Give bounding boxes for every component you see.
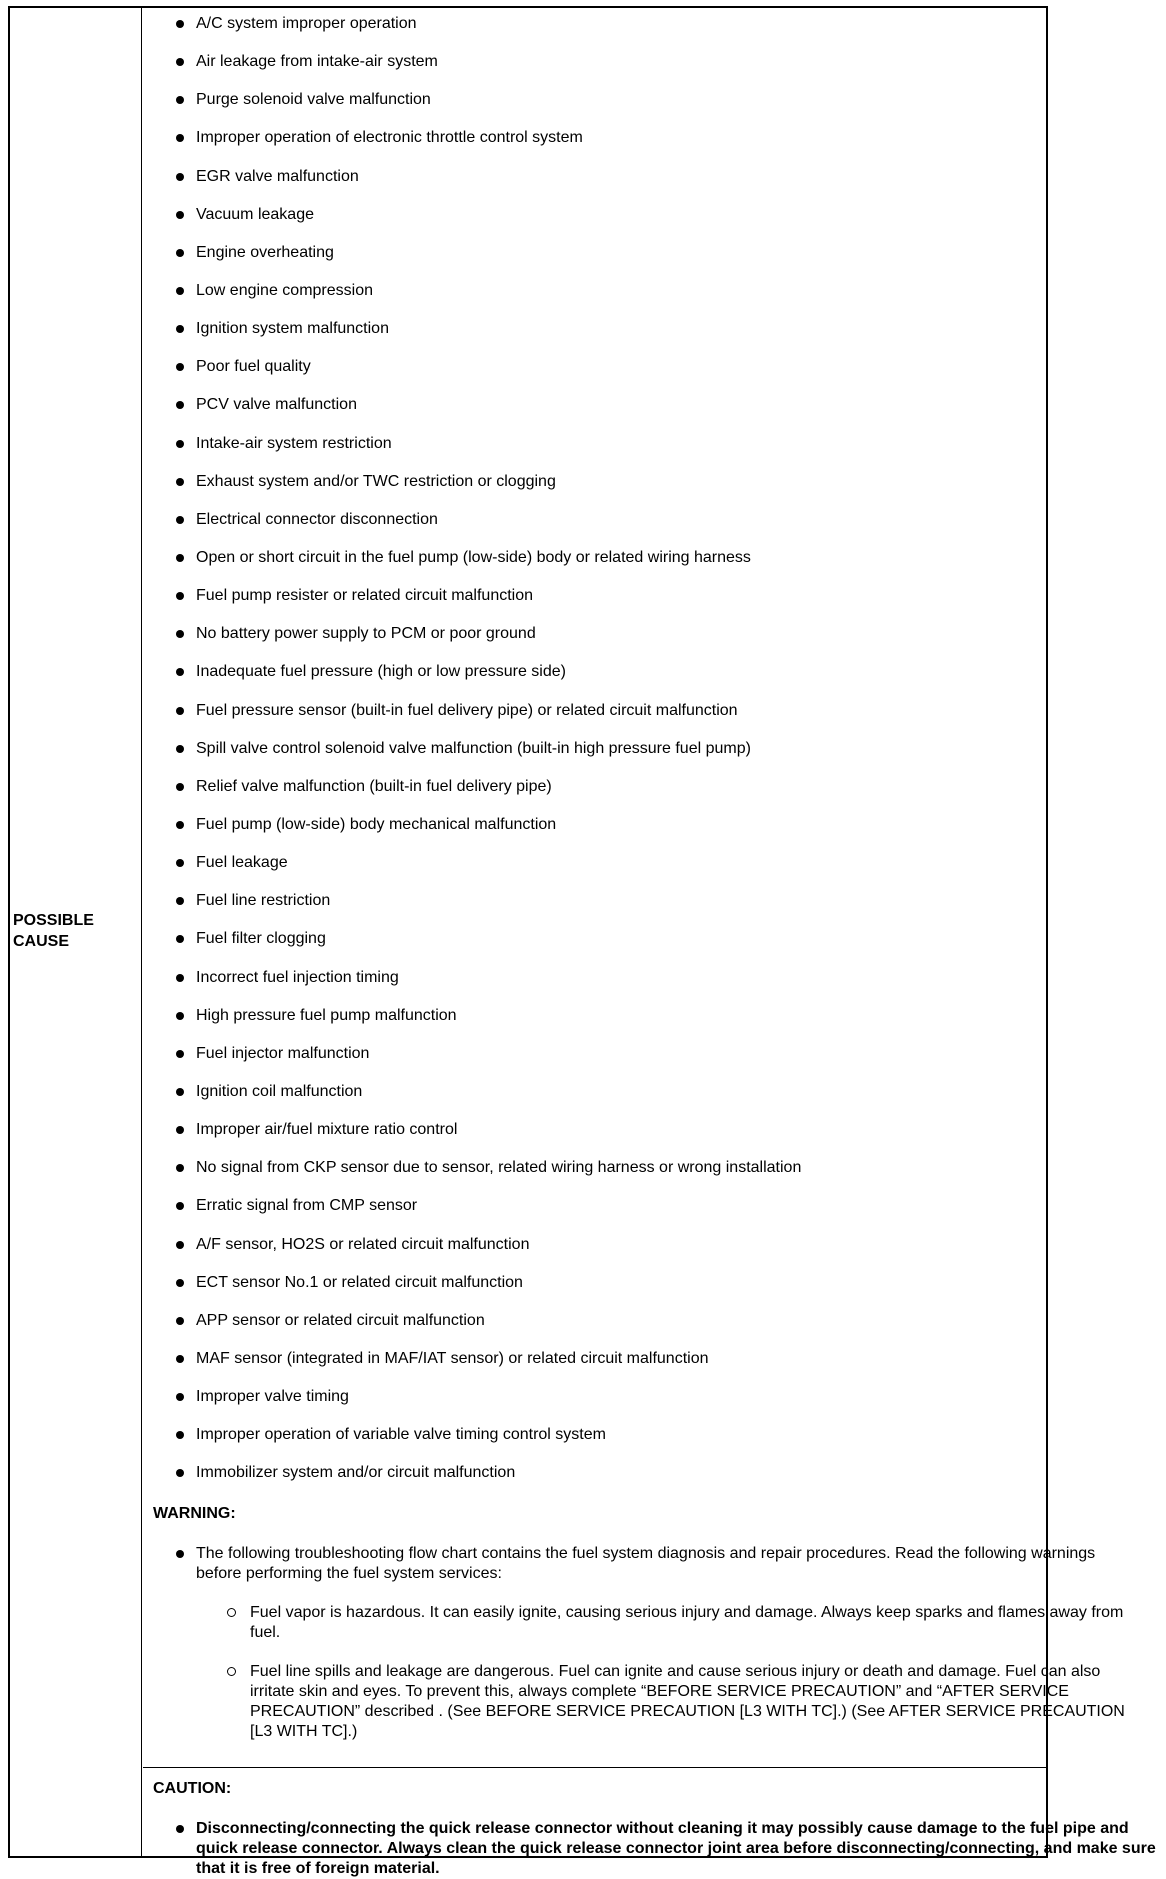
cause-text: Low engine compression	[196, 281, 373, 299]
cause-text: Immobilizer system and/or circuit malfunction	[196, 1464, 516, 1482]
bullet-icon	[176, 1050, 184, 1058]
bullet-icon	[176, 401, 184, 409]
cause-item	[143, 319, 801, 357]
cause-item	[143, 52, 801, 90]
bullet-icon	[176, 478, 184, 486]
bullet-icon	[176, 1469, 184, 1477]
cause-text: Air leakage from intake-air system	[196, 53, 438, 71]
cause-item	[143, 1120, 801, 1158]
warning-text: The following troubleshooting flow chart contains the fuel system diagnosis and repair procedures. Read the following warnings before performing the fuel system services:	[196, 1545, 1096, 1582]
bullet-icon	[176, 20, 184, 28]
bullet-icon	[176, 440, 184, 448]
cause-item	[143, 1387, 801, 1425]
cause-item	[143, 815, 801, 853]
bullet-icon	[176, 287, 184, 295]
bullet-icon	[176, 1088, 184, 1096]
cause-text: Fuel pump (low-side) body mechanical malfunction	[196, 815, 557, 833]
cause-item	[143, 739, 801, 777]
cause-item	[143, 624, 801, 662]
circle-bullet-icon	[227, 1608, 236, 1617]
warning-item	[176, 1544, 1156, 1584]
cause-item	[143, 510, 801, 548]
cause-text: APP sensor or related circuit malfunction	[196, 1311, 485, 1329]
cause-item	[143, 90, 801, 128]
warning-sub-item	[227, 1603, 1147, 1643]
cause-text: Relief valve malfunction (built-in fuel delivery pipe)	[196, 777, 552, 795]
cause-item	[143, 128, 801, 166]
cause-item	[143, 701, 801, 739]
cause-text: Improper operation of variable valve timing control system	[196, 1426, 606, 1444]
cause-text: No battery power supply to PCM or poor ground	[196, 625, 536, 643]
bullet-icon	[176, 211, 184, 219]
possible-cause-table	[8, 6, 1156, 1877]
cause-text: Ignition system malfunction	[196, 320, 389, 338]
cause-text: A/F sensor, HO2S or related circuit malfunction	[196, 1235, 530, 1253]
bullet-icon	[176, 249, 184, 257]
caution-text: Disconnecting/connecting the quick release connector without cleaning it may possibly cause damage to the fuel pipe and quick release connector. Always clean the quick release connector joint area before disconnecting/connecting, and make sure that it is free of foreign material.	[196, 1820, 1156, 1877]
cause-item	[143, 1044, 801, 1082]
cause-text: Exhaust system and/or TWC restriction or clogging	[196, 472, 556, 490]
bullet-icon	[176, 1825, 184, 1833]
bullet-icon	[176, 859, 184, 867]
cause-item	[143, 586, 801, 624]
bullet-icon	[176, 1355, 184, 1363]
cause-item	[143, 357, 801, 395]
cause-text: Electrical connector disconnection	[196, 510, 438, 528]
bullet-icon	[176, 630, 184, 638]
cause-text: MAF sensor (integrated in MAF/IAT sensor) or related circuit malfunction	[196, 1349, 709, 1367]
caution-item	[176, 1819, 1166, 1879]
cause-item	[143, 1273, 801, 1311]
warning-sub-text: Fuel vapor is hazardous. It can easily ignite, causing serious injury and damage. Always keep sparks and flames away from fuel.	[250, 1604, 1124, 1641]
cause-item	[143, 929, 801, 967]
bullet-icon	[176, 783, 184, 791]
label-cell	[10, 8, 141, 1856]
cause-item	[143, 1349, 801, 1387]
cause-text: Fuel line restriction	[196, 892, 331, 910]
bullet-icon	[176, 668, 184, 676]
bullet-icon	[176, 897, 184, 905]
cause-text: Ignition coil malfunction	[196, 1082, 363, 1100]
cause-text: Improper air/fuel mixture ratio control	[196, 1121, 458, 1139]
bullet-icon	[176, 935, 184, 943]
warning-sub-text: Fuel line spills and leakage are dangerous. Fuel can ignite and cause serious injury or death and damage. Fuel can also irritate skin and eyes. To prevent this, always complete “BEFORE SERVICE PRECAUTION” and “AFTER SERVICE PRECAUTION” described . (See BEFORE SERVICE PRECAUTION [L3 WITH TC].) (See AFTER SERVICE PRECAUTION [L3 WITH TC].)	[250, 1663, 1125, 1740]
bullet-icon	[176, 1279, 184, 1287]
cause-text: Purge solenoid valve malfunction	[196, 91, 431, 109]
cause-text: ECT sensor No.1 or related circuit malfunction	[196, 1273, 523, 1291]
bullet-icon	[176, 1202, 184, 1210]
cause-text: Engine overheating	[196, 243, 334, 261]
cause-item	[143, 662, 801, 700]
cause-item	[143, 777, 801, 815]
cause-text: Erratic signal from CMP sensor	[196, 1197, 418, 1215]
cause-text: Vacuum leakage	[196, 205, 314, 223]
cause-item	[143, 1196, 801, 1234]
bullet-icon	[176, 821, 184, 829]
cause-text: Open or short circuit in the fuel pump (low-side) body or related wiring harness	[196, 548, 751, 566]
section-divider	[143, 1767, 1046, 1768]
bullet-icon	[176, 96, 184, 104]
cause-item	[143, 1311, 801, 1349]
bullet-icon	[176, 554, 184, 562]
cause-text: Poor fuel quality	[196, 358, 311, 376]
bullet-icon	[176, 173, 184, 181]
cause-text: Fuel injector malfunction	[196, 1044, 370, 1062]
cause-item	[143, 434, 801, 472]
cause-text: Fuel pump resister or related circuit malfunction	[196, 587, 534, 605]
cause-text: No signal from CKP sensor due to sensor, related wiring harness or wrong installation	[196, 1159, 802, 1177]
cause-item	[143, 395, 801, 433]
bullet-icon	[176, 325, 184, 333]
cause-text: Incorrect fuel injection timing	[196, 968, 399, 986]
cause-item	[143, 1425, 801, 1463]
bullet-icon	[176, 1012, 184, 1020]
cause-text: EGR valve malfunction	[196, 167, 359, 185]
circle-bullet-icon	[227, 1667, 236, 1676]
cause-item	[143, 1006, 801, 1044]
bullet-icon	[176, 1550, 184, 1558]
bullet-icon	[176, 1431, 184, 1439]
cause-item	[143, 891, 801, 929]
cause-text: Inadequate fuel pressure (high or low pressure side)	[196, 663, 566, 681]
cause-item	[143, 853, 801, 891]
cause-item	[143, 472, 801, 510]
cause-item	[143, 1235, 801, 1273]
cause-item	[143, 1082, 801, 1120]
warning-sub-item	[227, 1662, 1147, 1742]
cause-item	[143, 14, 801, 52]
cause-item	[143, 243, 801, 281]
bullet-icon	[176, 1241, 184, 1249]
bullet-icon	[176, 134, 184, 142]
cause-item	[143, 205, 801, 243]
cause-text: Improper operation of electronic throttle control system	[196, 129, 583, 147]
cause-text: Fuel leakage	[196, 854, 288, 872]
cause-item	[143, 968, 801, 1006]
cause-text: Improper valve timing	[196, 1388, 349, 1406]
column-divider	[141, 8, 142, 1856]
bullet-icon	[176, 363, 184, 371]
bullet-icon	[176, 974, 184, 982]
cause-item	[143, 1158, 801, 1196]
cause-text: Spill valve control solenoid valve malfunction (built-in high pressure fuel pump)	[196, 739, 751, 757]
content-cell	[143, 8, 1156, 1877]
cause-text: PCV valve malfunction	[196, 396, 357, 414]
cause-item	[143, 281, 801, 319]
bullet-icon	[176, 707, 184, 715]
bullet-icon	[176, 1164, 184, 1172]
cause-item	[143, 1463, 801, 1501]
bullet-icon	[176, 592, 184, 600]
possible-cause-label: POSSIBLE CAUSE	[13, 911, 94, 950]
bullet-icon	[176, 745, 184, 753]
caution-heading: CAUTION:	[153, 1780, 232, 1797]
bullet-icon	[176, 1126, 184, 1134]
cause-item	[143, 548, 801, 586]
bullet-icon	[176, 58, 184, 66]
cause-item	[143, 167, 801, 205]
bullet-icon	[176, 1317, 184, 1325]
bullet-icon	[176, 1393, 184, 1401]
cause-text: A/C system improper operation	[196, 15, 417, 32]
cause-list	[143, 14, 801, 1501]
cause-text: Intake-air system restriction	[196, 434, 392, 452]
bullet-icon	[176, 516, 184, 524]
cause-text: Fuel filter clogging	[196, 930, 326, 948]
cause-text: High pressure fuel pump malfunction	[196, 1006, 457, 1024]
warning-heading: WARNING:	[153, 1505, 236, 1522]
cause-text: Fuel pressure sensor (built-in fuel delivery pipe) or related circuit malfunction	[196, 701, 738, 719]
